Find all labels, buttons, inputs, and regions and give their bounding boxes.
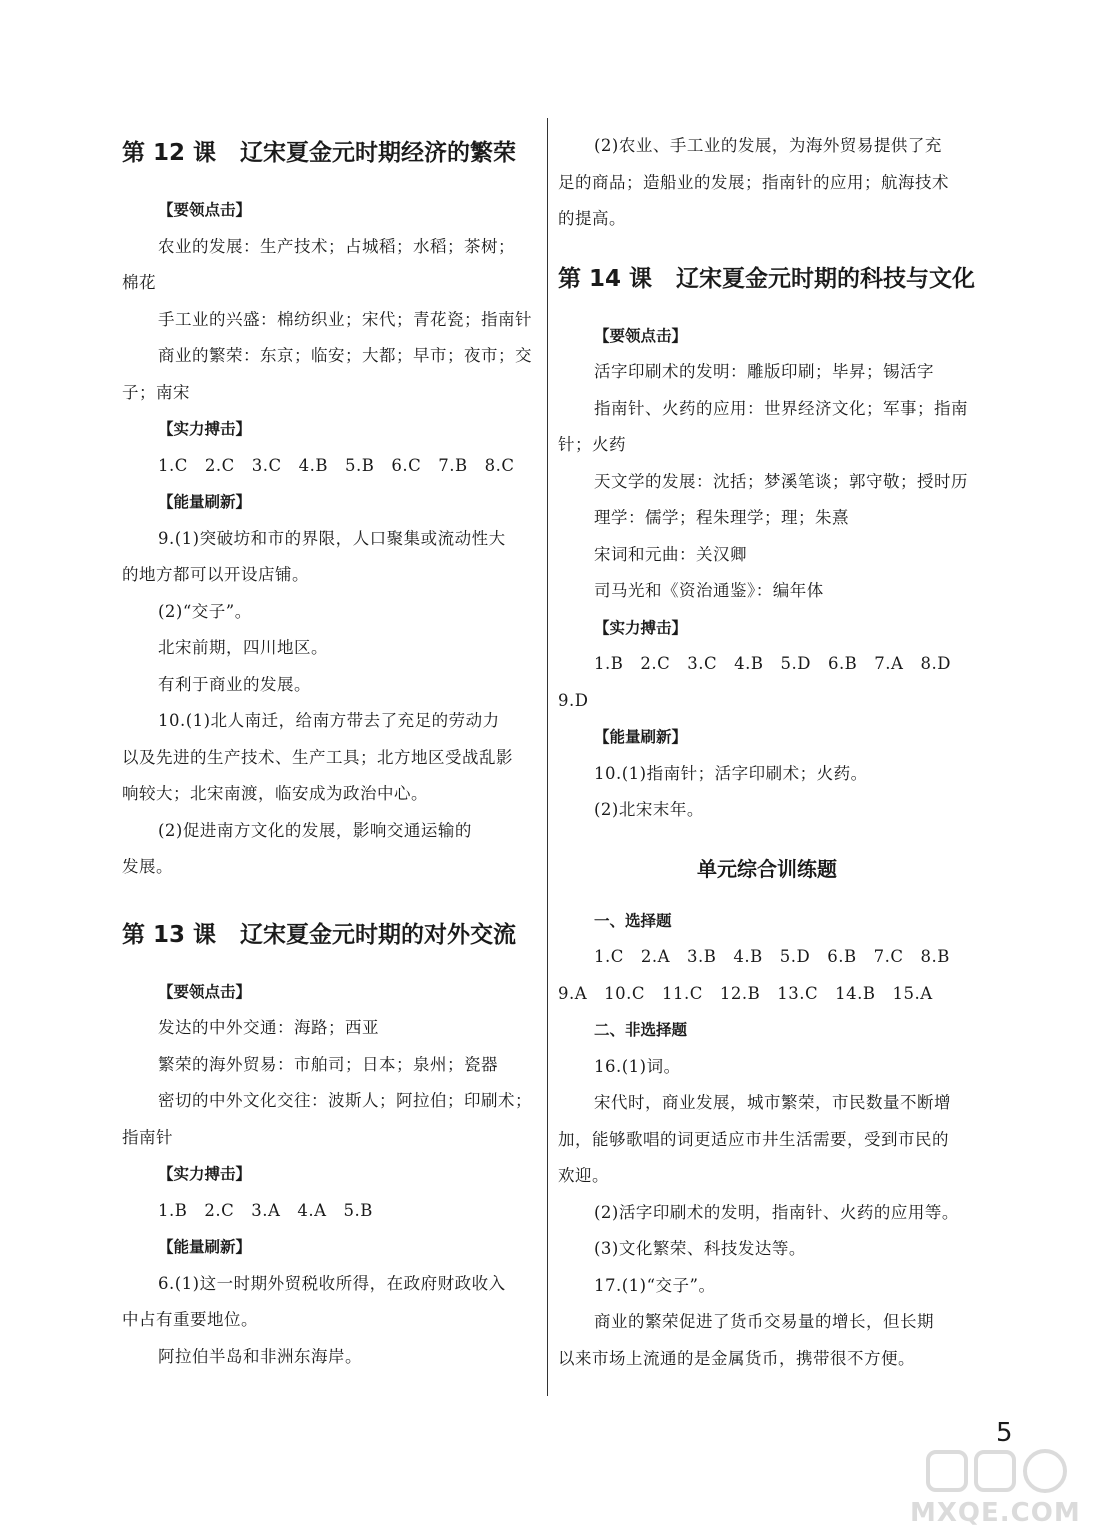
lesson-title: 辽宋夏金元时期的科技与文化 xyxy=(676,265,975,292)
text-line: 发达的中外交通：海路；西亚 xyxy=(158,1018,379,1037)
text-line: 子；南宋 xyxy=(122,382,190,402)
text-line: 17.(1)“交子”。 xyxy=(594,1275,716,1295)
text-line: 加，能够歌唱的词更适应市井生活需要，受到市民的 xyxy=(558,1129,949,1149)
text-line: 理学：儒学；程朱理学；理；朱熹 xyxy=(594,508,849,527)
text-line: 商业的繁荣促进了货币交易量的增长，但长期 xyxy=(594,1312,934,1331)
column-divider xyxy=(547,118,548,1396)
section-label: 【实力搏击】 xyxy=(158,1165,252,1183)
right-column xyxy=(558,128,976,1377)
answer-line: 9.A 10.C 11.C 12.B 13.C 14.B 15.A xyxy=(558,983,933,1003)
text-line: (2)北宋末年。 xyxy=(594,800,704,819)
text-line: (2)活字印刷术的发明，指南针、火药的应用等。 xyxy=(594,1202,959,1222)
text-line: 以来市场上流通的是金属货币，携带很不方便。 xyxy=(558,1348,915,1368)
left-column xyxy=(122,118,540,1375)
answer-line: 1.B 2.C 3.C 4.B 5.D 6.B 7.A 8.D xyxy=(594,654,951,673)
text-line: 指南针、火药的应用：世界经济文化；军事；指南 xyxy=(594,398,968,418)
text-line: 阿拉伯半岛和非洲东海岸。 xyxy=(158,1346,362,1366)
text-line: 商业的繁荣：东京；临安；大都；早市；夜市；交 xyxy=(158,346,532,365)
text-line: 10.(1)指南针；活字印刷术；火药。 xyxy=(594,763,868,783)
lesson-number: 第 14 课 xyxy=(558,265,653,292)
answer-line: 1.C 2.C 3.C 4.B 5.B 6.C 7.B 8.C xyxy=(158,455,515,475)
section-label: 【要领点击】 xyxy=(158,201,252,219)
text-line: 宋代时，商业发展，城市繁荣，市民数量不断增 xyxy=(594,1093,951,1112)
section-label: 【能量刷新】 xyxy=(158,1238,252,1256)
lesson-title: 辽宋夏金元时期的对外交流 xyxy=(240,921,516,948)
lesson-14-heading xyxy=(558,262,976,296)
section-label: 【实力搏击】 xyxy=(158,420,252,438)
text-line: 有利于商业的发展。 xyxy=(158,674,311,694)
lesson-number: 第 12 课 xyxy=(122,140,217,166)
section-label: 【能量刷新】 xyxy=(594,728,688,746)
text-line: 天文学的发展：沈括；梦溪笔谈；郭守敬；授时历 xyxy=(594,471,968,491)
text-line: 北宋前期，四川地区。 xyxy=(158,638,328,657)
section-label: 二、非选择题 xyxy=(594,1021,688,1039)
text-line: 繁荣的海外贸易：市舶司；日本；泉州；瓷器 xyxy=(158,1054,498,1074)
watermark-icon xyxy=(910,1446,1090,1498)
text-line: 欢迎。 xyxy=(558,1166,609,1185)
text-line: 足的商品；造船业的发展；指南针的应用；航海技术 xyxy=(558,172,949,192)
section-label: 【实力搏击】 xyxy=(594,618,688,637)
text-line: 发展。 xyxy=(122,857,173,876)
lesson-13-heading xyxy=(122,918,540,952)
text-line: 宋词和元曲：关汉卿 xyxy=(594,544,747,564)
text-line: (2)农业、手工业的发展，为海外贸易提供了充 xyxy=(594,136,942,155)
watermark-logo xyxy=(910,1446,1090,1530)
lesson-number: 第 13 课 xyxy=(122,921,217,948)
lesson-12-heading xyxy=(122,136,540,170)
text-line: 响较大；北宋南渡，临安成为政治中心。 xyxy=(122,784,428,803)
watermark-text: MXQE.COM xyxy=(910,1498,1081,1528)
answer-line: 9.D xyxy=(558,690,589,710)
text-line: (2)促进南方文化的发展，影响交通运输的 xyxy=(158,820,472,840)
answer-line: 1.C 2.A 3.B 4.B 5.D 6.B 7.C 8.B xyxy=(594,947,950,966)
text-line: 手工业的兴盛：棉纺织业；宋代；青花瓷；指南针 xyxy=(158,309,532,329)
text-line: 指南针 xyxy=(122,1127,173,1147)
text-line: 16.(1)词。 xyxy=(594,1056,681,1076)
text-line: 6.(1)这一时期外贸税收所得，在政府财政收入 xyxy=(158,1273,506,1293)
text-line: 针；火药 xyxy=(558,435,626,454)
text-line: 密切的中外文化交往：波斯人；阿拉伯；印刷术； xyxy=(158,1091,532,1110)
text-line: 以及先进的生产技术、生产工具；北方地区受战乱影 xyxy=(122,747,513,767)
section-label: 一、选择题 xyxy=(594,911,672,930)
section-label: 【要领点击】 xyxy=(158,982,252,1001)
text-line: 10.(1)北人南迁，给南方带去了充足的劳动力 xyxy=(158,711,500,730)
page-number: 5 xyxy=(996,1418,1013,1448)
text-line: 的地方都可以开设店铺。 xyxy=(122,565,309,584)
text-line: 9.(1)突破坊和市的界限，人口聚集或流动性大 xyxy=(158,528,506,548)
text-line: 的提高。 xyxy=(558,209,626,228)
unit-title: 单元综合训练题 xyxy=(697,856,837,881)
section-label: 【要领点击】 xyxy=(594,326,688,345)
text-line: 司马光和《资治通鉴》：编年体 xyxy=(594,581,824,600)
text-line: 农业的发展：生产技术；占城稻；水稻；茶树； xyxy=(158,236,515,256)
answer-line: 1.B 2.C 3.A 4.A 5.B xyxy=(158,1200,373,1220)
text-line: 棉花 xyxy=(122,273,156,292)
section-label: 【能量刷新】 xyxy=(158,493,252,511)
text-line: 中占有重要地位。 xyxy=(122,1310,258,1329)
text-line: (2)“交子”。 xyxy=(158,601,252,621)
lesson-title: 辽宋夏金元时期经济的繁荣 xyxy=(240,140,516,166)
text-line: (3)文化繁荣、科技发达等。 xyxy=(594,1239,806,1258)
text-line: 活字印刷术的发明：雕版印刷；毕昇；锡活字 xyxy=(594,362,934,381)
